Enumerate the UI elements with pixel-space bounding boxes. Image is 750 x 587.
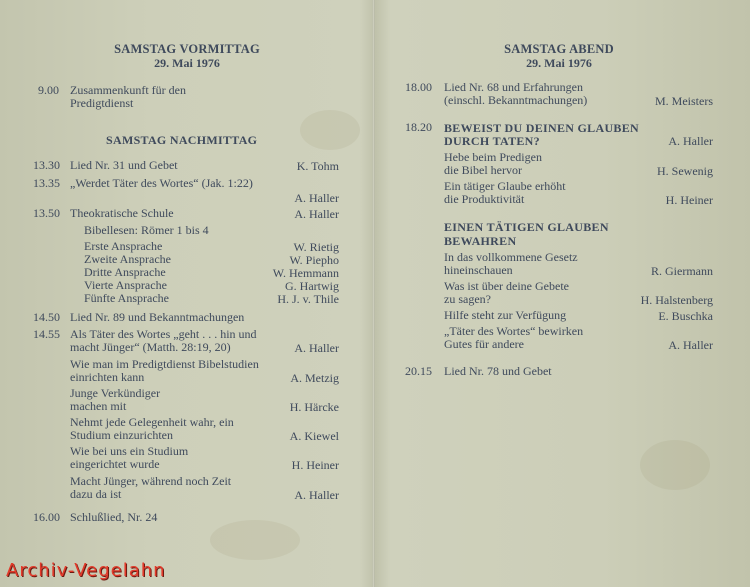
speaker: R. Giermann	[651, 264, 713, 278]
program-item: In das vollkommene Gesetz	[444, 250, 578, 264]
program-item: machen mit	[70, 399, 127, 413]
program-item: Lied Nr. 89 und Bekanntmachungen	[70, 310, 245, 324]
time: 16.00	[33, 510, 60, 524]
speaker: H. Härcke	[289, 400, 339, 414]
time: 13.35	[33, 176, 60, 190]
program-item: Bibellesen: Römer 1 bis 4	[84, 223, 209, 237]
speaker: M. Meisters	[655, 94, 713, 108]
program-item: Zweite Ansprache	[84, 252, 171, 266]
speaker: A. Metzig	[290, 371, 339, 385]
program-item: Gutes für andere	[444, 337, 524, 351]
page-title: SAMSTAG ABEND	[504, 42, 614, 56]
speaker: W. Hemmann	[272, 266, 339, 280]
program-item: Erste Ansprache	[84, 239, 163, 253]
time: 13.30	[33, 158, 60, 172]
program-item: Was ist über deine Gebete	[444, 279, 569, 293]
speaker: A. Kiewel	[289, 429, 339, 443]
section-title: DURCH TATEN?	[444, 134, 540, 148]
program-item: Als Täter des Wortes „geht . . . hin und	[70, 327, 257, 341]
speaker: H. Heiner	[291, 458, 339, 472]
program-item: Hilfe steht zur Verfügung	[444, 308, 567, 322]
program-item: Theokratische Schule	[70, 206, 174, 220]
speaker: W. Rietig	[293, 240, 339, 254]
time: 20.15	[405, 364, 432, 378]
program-item: eingerichtet wurde	[70, 457, 160, 471]
page-date: 29. Mai 1976	[526, 56, 592, 70]
section-title: BEWEIST DU DEINEN GLAUBEN	[444, 121, 639, 135]
speaker: A. Haller	[668, 338, 713, 352]
program-item: zu sagen?	[444, 292, 491, 306]
program-item: Lied Nr. 78 und Gebet	[444, 364, 552, 378]
section-title: SAMSTAG NACHMITTAG	[106, 133, 258, 147]
program-item: „Täter des Wortes“ bewirken	[444, 324, 584, 338]
program-item: „Werdet Täter des Wortes“ (Jak. 1:22)	[70, 176, 253, 190]
speaker: H. Halstenberg	[640, 293, 713, 307]
time: 18.20	[405, 120, 432, 134]
program-item: Dritte Ansprache	[84, 265, 166, 279]
section-title: EINEN TÄTIGEN GLAUBEN	[444, 220, 609, 234]
program-item: Macht Jünger, während noch Zeit	[70, 474, 232, 488]
speaker: A. Haller	[294, 191, 339, 205]
paper-stain	[210, 520, 300, 560]
program-item: Schlußlied, Nr. 24	[70, 510, 158, 524]
section-title: BEWAHREN	[444, 234, 517, 248]
archive-watermark: Archiv-Vegelahn	[6, 560, 166, 581]
paper-stain	[640, 440, 710, 490]
program-item: Predigtdienst	[70, 96, 134, 110]
speaker: H. Sewenig	[657, 164, 713, 178]
speaker: H. J. v. Thile	[277, 292, 339, 306]
page-title: SAMSTAG VORMITTAG	[114, 42, 260, 56]
speaker: E. Buschka	[658, 309, 713, 323]
program-item: Zusammenkunft für den	[70, 83, 186, 97]
time: 14.50	[33, 310, 60, 324]
program-item: Studium einzurichten	[70, 428, 173, 442]
program-item: Lied Nr. 68 und Erfahrungen	[444, 80, 583, 94]
program-item: Wie bei uns ein Studium	[70, 444, 189, 458]
program-item: Hebe beim Predigen	[444, 150, 542, 164]
speaker: A. Haller	[294, 341, 339, 355]
program-item: Fünfte Ansprache	[84, 291, 169, 305]
time: 14.55	[33, 327, 60, 341]
program-item: Junge Verkündiger	[70, 386, 161, 400]
speaker: K. Tohm	[296, 159, 339, 173]
paper-stain	[300, 110, 360, 150]
program-item: (einschl. Bekanntmachungen)	[444, 93, 588, 107]
speaker: G. Hartwig	[285, 279, 339, 293]
speaker: W. Piepho	[289, 253, 339, 267]
speaker: A. Haller	[294, 207, 339, 221]
program-item: Lied Nr. 31 und Gebet	[70, 158, 178, 172]
program-item: dazu da ist	[70, 487, 122, 501]
program-item: Ein tätiger Glaube erhöht	[444, 179, 566, 193]
page-date: 29. Mai 1976	[154, 56, 220, 70]
program-item: die Produktivität	[444, 192, 525, 206]
speaker: A. Haller	[294, 488, 339, 502]
program-item: einrichten kann	[70, 370, 145, 384]
time: 18.00	[405, 80, 432, 94]
time: 13.50	[33, 206, 60, 220]
program-item: macht Jünger“ (Matth. 28:19, 20)	[70, 340, 231, 354]
speaker: H. Heiner	[665, 193, 713, 207]
program-item: hineinschauen	[444, 263, 513, 277]
program-item: Wie man im Predigtdienst Bibelstudien	[70, 357, 259, 371]
program-item: Vierte Ansprache	[84, 278, 167, 292]
time: 9.00	[38, 83, 59, 97]
speaker: A. Haller	[668, 134, 713, 148]
center-fold	[372, 0, 375, 587]
program-item: Nehmt jede Gelegenheit wahr, ein	[70, 415, 234, 429]
program-item: die Bibel hervor	[444, 163, 522, 177]
